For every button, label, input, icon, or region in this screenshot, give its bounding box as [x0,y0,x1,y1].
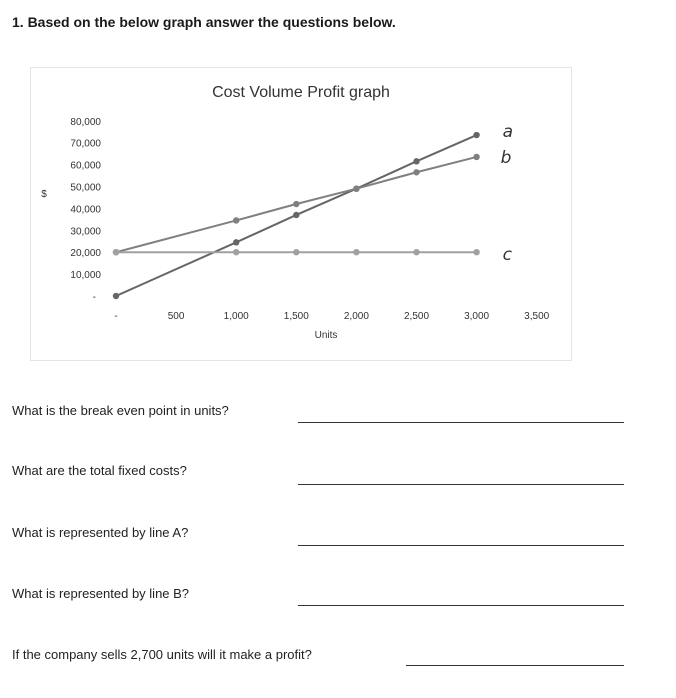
data-point-c [473,249,479,255]
x-tick-label: - [114,311,118,322]
data-point-c [293,249,299,255]
answer-line-fixed-costs[interactable] [298,484,624,485]
x-tick-label: 3,500 [524,311,550,322]
handwritten-label-a: a [502,122,514,143]
x-tick-label: 2,000 [343,311,369,322]
data-point-a [413,158,419,164]
y-tick-label: 20,000 [70,248,101,260]
x-tick-label: 1,000 [223,311,249,322]
answer-line-line-b[interactable] [298,605,624,606]
handwritten-label-c: c [502,245,512,266]
answer-line-line-a[interactable] [298,545,624,546]
handwritten-label-b: b [500,147,512,168]
data-point-b [413,169,419,175]
question-break-even: What is the break even point in units? [12,403,229,418]
x-tick-label: 2,500 [403,311,430,322]
question-line-a: What is represented by line A? [12,525,189,540]
y-tick-label: 10,000 [70,270,101,282]
y-tick-label: 50,000 [70,182,101,194]
data-point-a [233,239,239,245]
data-point-b [353,185,359,191]
question-line-b: What is represented by line B? [12,586,190,601]
cvp-chart [31,68,571,360]
data-point-b [233,217,239,223]
y-tick-label: 40,000 [70,204,101,216]
answer-line-break-even[interactable] [298,422,624,423]
data-point-a [113,293,119,299]
y-tick-label: 80,000 [70,116,101,128]
chart-container [30,67,572,361]
data-point-c [413,249,419,255]
y-tick-label: - [92,292,96,303]
x-axis-label: Units [314,330,338,341]
question-profit: If the company sells 2,700 units will it make a profit? [12,647,312,662]
y-axis-label: $ [41,189,47,200]
question-heading: 1. Based on the below graph answer the questions below. [12,14,396,30]
x-tick-label: 1,500 [283,311,309,322]
data-point-c [113,249,119,255]
answer-line-profit[interactable] [406,665,624,666]
data-point-a [473,132,479,138]
data-point-b [293,201,299,207]
x-tick-label: 3,000 [464,311,490,322]
y-tick-label: 70,000 [70,138,101,150]
y-tick-label: 30,000 [70,226,101,238]
x-tick-label: 500 [167,311,185,322]
data-point-a [293,212,299,218]
data-point-b [473,154,479,160]
chart-title: Cost Volume Profit graph [212,84,390,101]
y-tick-label: 60,000 [70,160,101,172]
data-point-c [233,249,239,255]
question-fixed-costs: What are the total fixed costs? [12,463,187,478]
data-point-c [353,249,359,255]
